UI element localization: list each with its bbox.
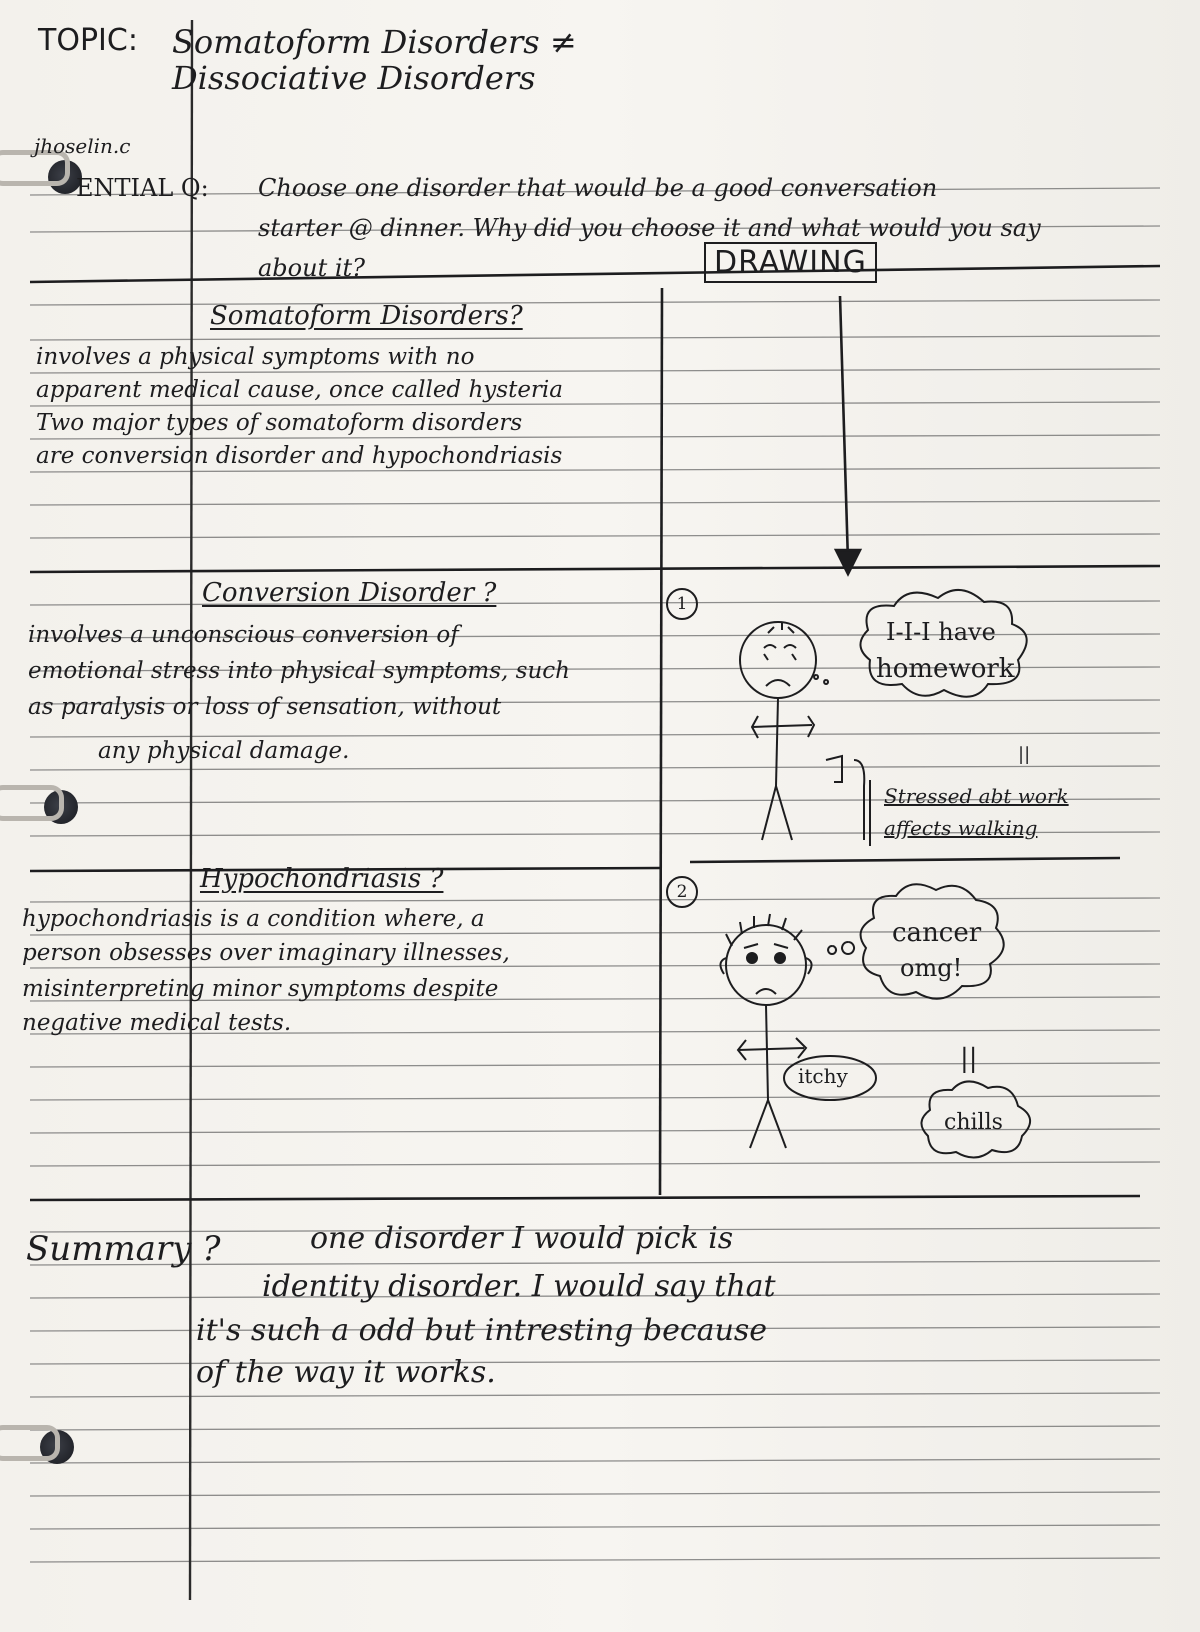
section-line: apparent medical cause, once called hysteria — [36, 377, 563, 403]
bubble-text: omg! — [900, 954, 963, 982]
bubble-text: cancer — [892, 918, 982, 948]
topic-line-1: Somatoform Disorders ≠ — [172, 23, 577, 61]
section-line: as paralysis or loss of sensation, without — [28, 694, 502, 720]
question-line-3: about it? — [258, 254, 366, 282]
summary-line: one disorder I would pick is — [310, 1221, 734, 1256]
question-label: ENTIAL Q: — [76, 174, 209, 202]
summary-line: it's such a odd but intresting because — [196, 1313, 768, 1348]
section-heading: Hypochondriasis ? — [200, 864, 444, 894]
equals-mark: || — [960, 1044, 978, 1074]
section-line: involves a unconscious conversion of — [28, 622, 459, 648]
drawing-number: 1 — [666, 588, 698, 620]
summary-line: identity disorder. I would say that — [262, 1269, 776, 1304]
section-line: emotional stress into physical symptoms, such — [28, 658, 570, 684]
section-line: negative medical tests. — [22, 1010, 292, 1036]
bubble-text: homework — [876, 654, 1015, 684]
section-line: involves a physical symptoms with no — [36, 344, 475, 370]
section-line: Two major types of somatoform disorders — [36, 410, 523, 436]
bubble-text: chills — [944, 1110, 1003, 1135]
drawing-number: 2 — [666, 876, 698, 908]
summary-label: Summary ? — [26, 1229, 221, 1269]
summary-line: of the way it works. — [196, 1355, 496, 1390]
binder-ring — [0, 1425, 60, 1461]
section-line: hypochondriasis is a condition where, a — [22, 906, 485, 932]
section-line: are conversion disorder and hypochondriasis — [36, 443, 563, 469]
student-name: jhoselin.c — [34, 134, 131, 158]
section-heading: Somatoform Disorders? — [210, 301, 523, 331]
question-line-1: Choose one disorder that would be a good conversation — [258, 174, 938, 202]
drawing-caption: affects walking — [884, 816, 1038, 840]
bubble-text: I-I-I have — [886, 618, 996, 646]
section-heading: Conversion Disorder ? — [202, 578, 497, 608]
drawing-label: DRAWING — [704, 242, 877, 283]
section-line: person obsesses over imaginary illnesses, — [22, 940, 510, 966]
section-line: any physical damage. — [98, 738, 350, 764]
topic-label: TOPIC: — [38, 23, 138, 58]
equals-mark: || — [1018, 744, 1031, 765]
question-line-2: starter @ dinner. Why did you choose it and what would you say — [258, 214, 1041, 242]
binder-ring — [0, 785, 64, 821]
itchy-label: itchy — [798, 1064, 848, 1088]
topic-line-2: Dissociative Disorders — [172, 59, 536, 97]
section-line: misinterpreting minor symptoms despite — [22, 976, 499, 1002]
drawing-caption: Stressed abt work — [884, 784, 1069, 808]
